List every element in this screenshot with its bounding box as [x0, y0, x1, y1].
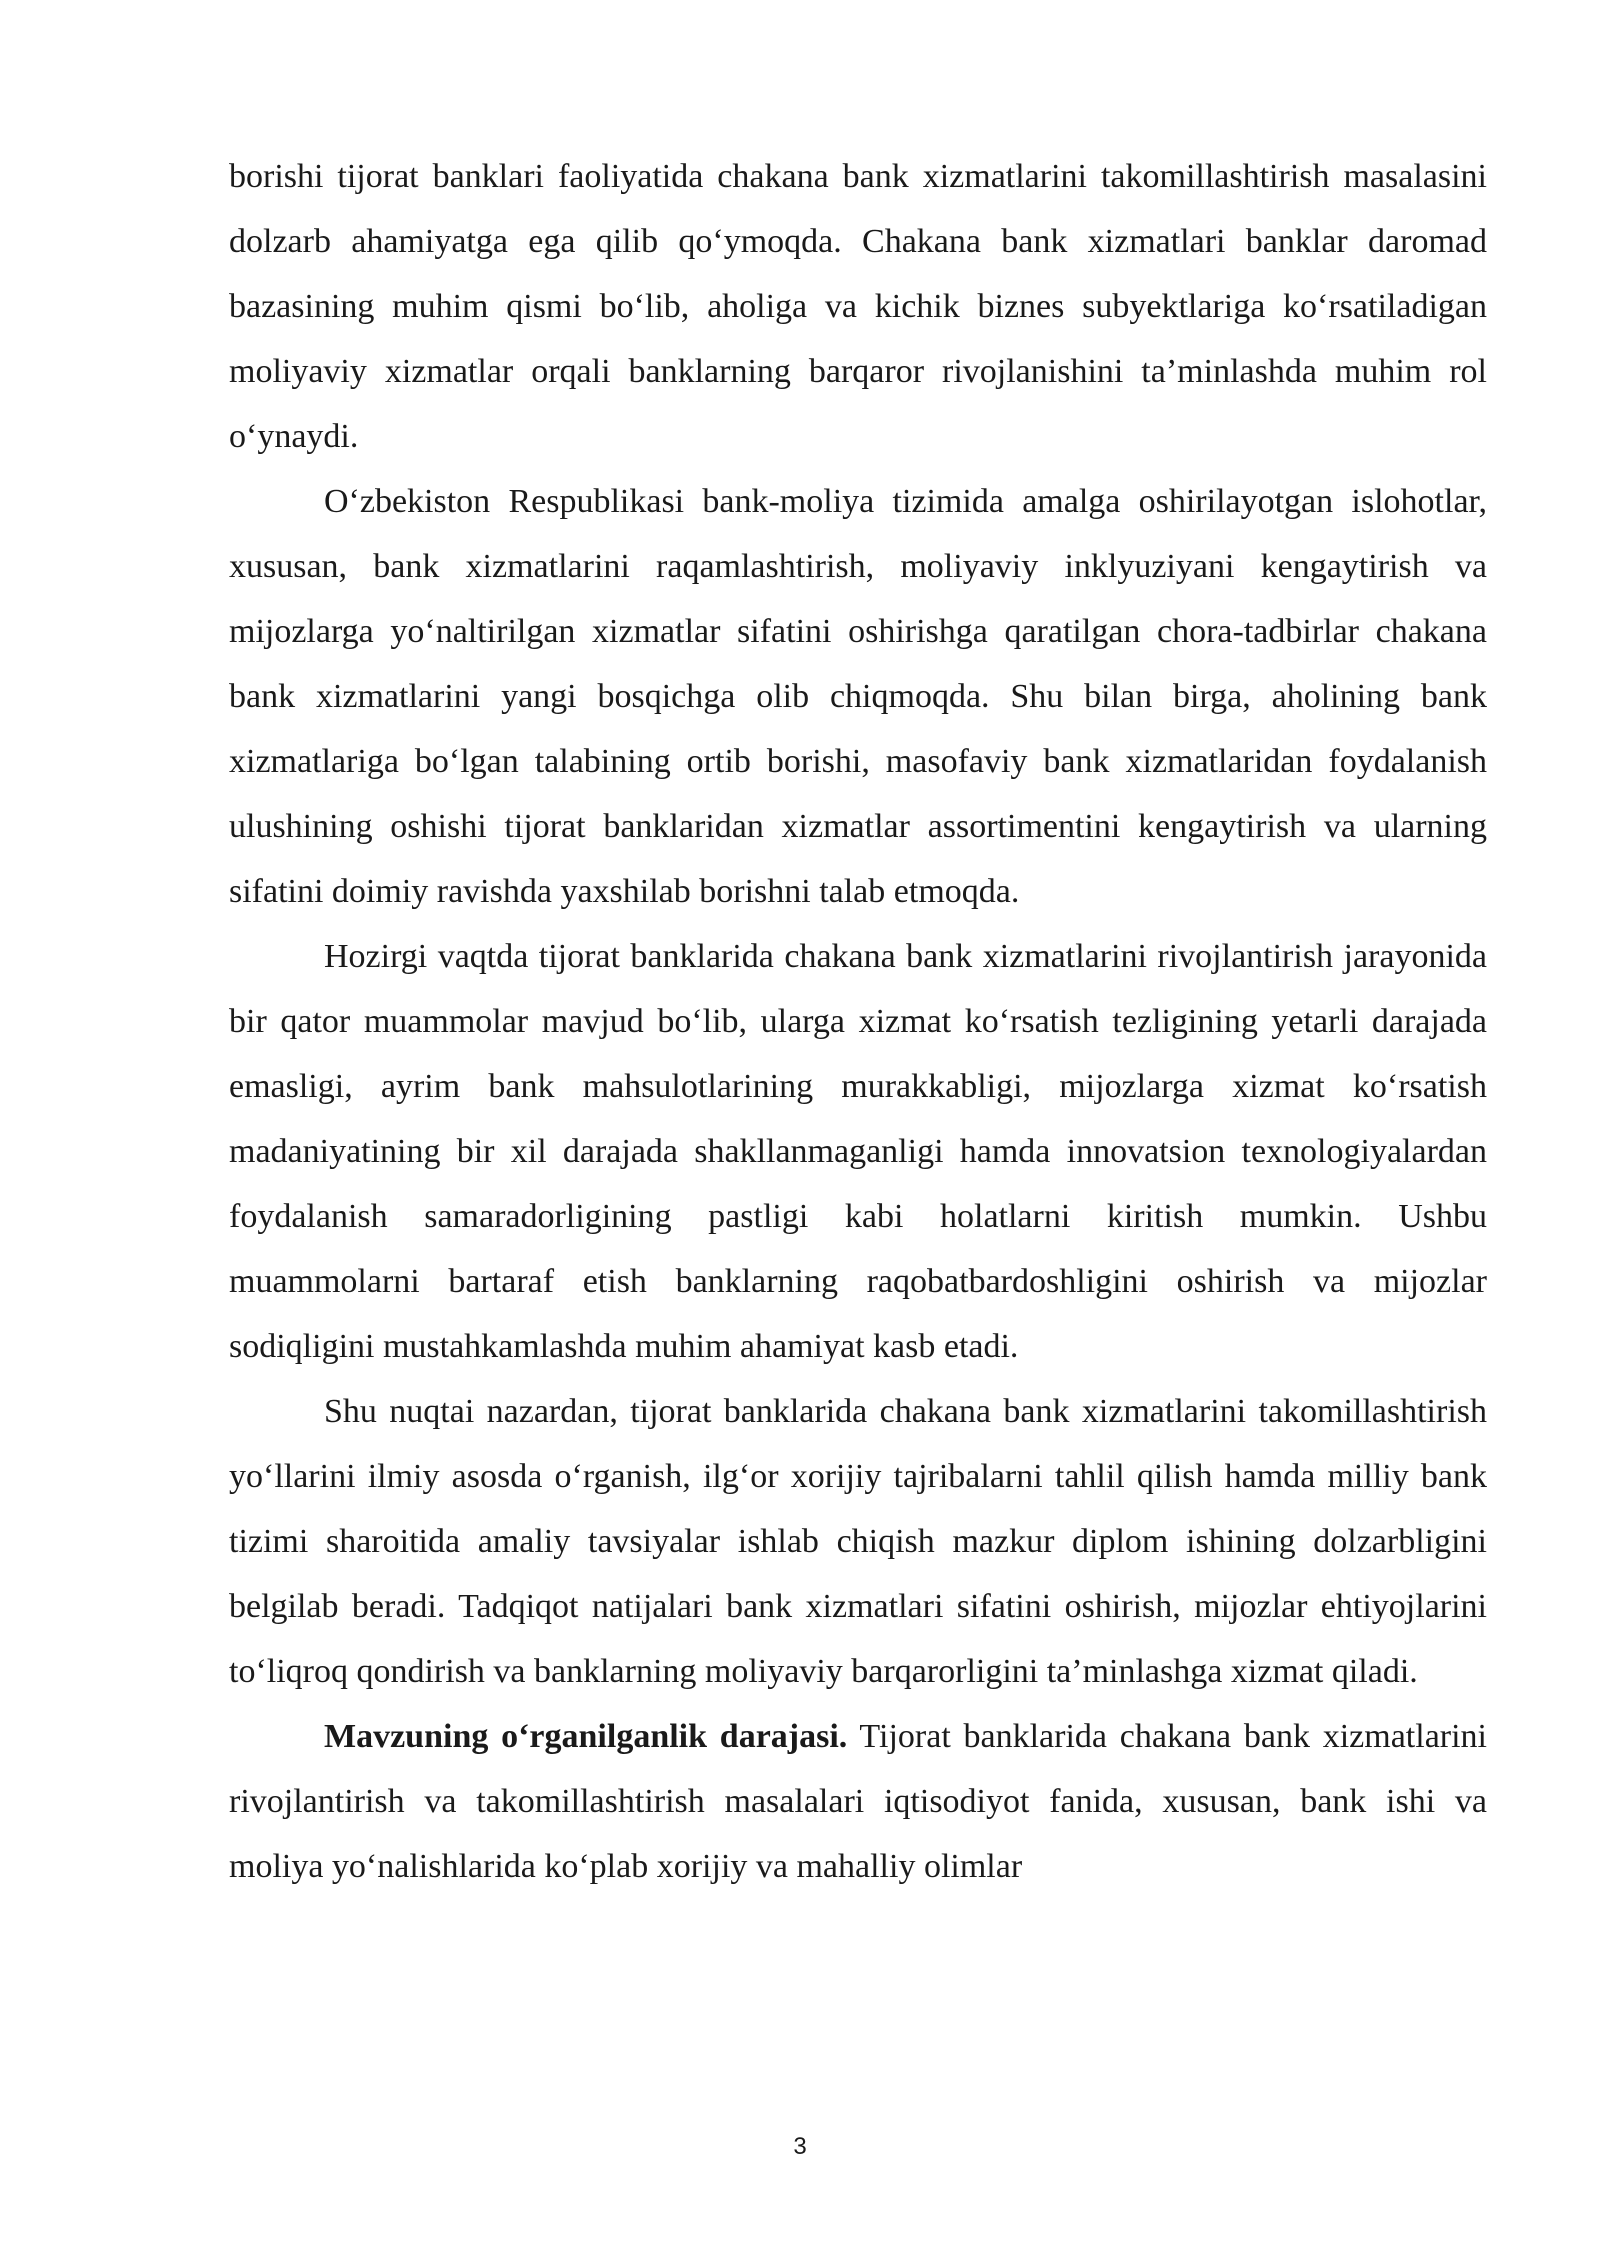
paragraph-4: Shu nuqtai nazardan, tijorat banklarida chakana bank xizmatlarini takomillashtirish yo‘llarini ilmiy asosda o‘rganish, ilg‘or xorijiy tajribalarni tahlil qilish hamda milliy bank tizimi sharoitida amaliy tavsiyalar ishlab chiqish mazkur diplom ishining dolzarbligini belgilab beradi. Tadqiqot natijalari bank xizmatlari sifatini oshirish, mijozlar ehtiyojlarini to‘liqroq qondirish va banklarning moliyaviy barqarorligini ta’minlashga xizmat qiladi.	[229, 1393, 1487, 1690]
body-text	[229, 144, 1487, 1899]
paragraph-5	[229, 1704, 1487, 1899]
paragraph-1: borishi tijorat banklari faoliyatida chakana bank xizmatlarini takomillashtirish masalasini dolzarb ahamiyatga ega qilib qo‘ymoqda. Chakana bank xizmatlari banklar daromad bazasining muhim qismi bo‘lib, aholiga va kichik biznes subyektlariga ko‘rsatiladigan moliyaviy xizmatlar orqali banklarning barqaror rivojlanishini ta’minlashda muhim rol o‘ynaydi.	[229, 158, 1487, 455]
paragraph-5-text: Tijorat banklarida chakana bank xizmatlarini rivojlantirish va takomillashtirish masalalari iqtisodiyot fanida, xususan, bank ishi va moliya yo‘nalishlarida ko‘plab xorijiy va mahalliy olimlar	[229, 1718, 1487, 1885]
paragraph-3: Hozirgi vaqtda tijorat banklarida chakana bank xizmatlarini rivojlantirish jarayonida bir qator muammolar mavjud bo‘lib, ularga xizmat ko‘rsatish tezligining yetarli darajada emasligi, ayrim bank mahsulotlarining murakkabligi, mijozlarga xizmat ko‘rsatish madaniyatining bir xil darajada shakllanmaganligi hamda innovatsion texnologiyalardan foydalanish samaradorligining pastligi kabi holatlarni kiritish mumkin. Ushbu muammolarni bartaraf etish banklarning raqobatbardoshligini oshirish va mijozlar sodiqligini mustahkamlashda muhim ahamiyat kasb etadi.	[229, 938, 1487, 1365]
section-lead-heading: Mavzuning o‘rganilganlik darajasi.	[324, 1718, 848, 1755]
page-number: 3	[793, 2133, 807, 2160]
paragraph-2: O‘zbekiston Respublikasi bank-moliya tizimida amalga oshirilayotgan islohotlar, xususan, bank xizmatlarini raqamlashtirish, moliyaviy inklyuziyani kengaytirish va mijozlarga yo‘naltirilgan xizmatlar sifatini oshirishga qaratilgan chora-tadbirlar chakana bank xizmatlarini yangi bosqichga olib chiqmoqda. Shu bilan birga, aholining bank xizmatlariga bo‘lgan talabining ortib borishi, masofaviy bank xizmatlaridan foydalanish ulushining oshishi tijorat banklaridan xizmatlar assortimentini kengaytirish va ularning sifatini doimiy ravishda yaxshilab borishni talab etmoqda.	[229, 483, 1487, 910]
